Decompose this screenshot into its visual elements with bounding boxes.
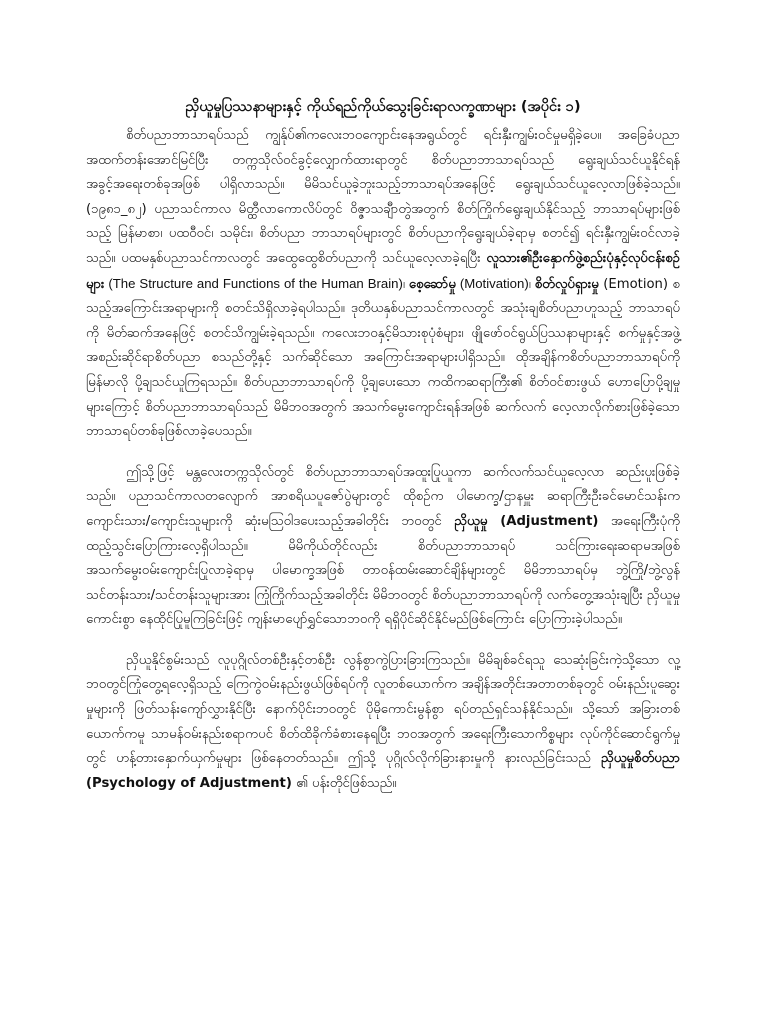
paragraph-1-bold-term-motivation: စေ့ဆော်မှု bbox=[408, 276, 456, 292]
paragraph-1-text-4: (Emotion) စသည့်အကြောင်းအရာများကို စတင်သိရှိလာခဲ့ရပါသည်။ ဒုတိယနှစ်ပညာသင်ကာလတွင် အသုံးချစိတ်ပညာဟူသည့် ဘာသာရပ်ကို မိတ်ဆက်အနေဖြင့် စတင်သိကျွမ်းခဲ့ရသည်။ ကလေးဘဝနှင့်မိသားစုပုံစံများ၊ ဖျိုဖော်ဝင်ရွယ်ပြဿနာများနှင့် စက်မှုနှင့်အဖွဲ့အစည်းဆိုင်ရာစိတ်ပညာ စသည်တို့နှင့် သက်ဆိုင်သော အကြောင်းအရာများပါရှိသည်။ ထိုအချိန်ကစိတ်ပညာဘာသာရပ်ကို မြန်မာလို ပို့ချသင်ယူကြရသည်။ စိတ်ပညာဘာသာရပ်ကို ပို့ချပေးသော ကထိကဆရာကြီး၏ စိတ်ဝင်စားဖွယ် ဟောပြောပို့ချမှုများကြောင့် စိတ်ပညာဘာသာရပ်သည် မိမိဘဝအတွက် အသက်မွေးကျောင်းရန်အဖြစ် ဆက်လက် လေ့လာလိုက်စားဖြစ်ခဲ့သော ဘာသာရပ်တစ်ခုဖြစ်လာခဲ့ပေသည်။ bbox=[86, 276, 680, 440]
paragraph-3-bold-term-psychology-of-adjustment: ညှိယူမှုစိတ်ပညာ (Psychology of Adjustment) bbox=[86, 751, 680, 791]
paragraph-2-bold-term-adjustment: ညှိယူမှု (Adjustment) bbox=[454, 513, 599, 529]
paragraph-2-text-1: ဤသို့ဖြင့် မန္တလေးတက္ကသိုလ်တွင် စိတ်ပညာဘာသာရပ်အထူးပြုယူကာ ဆက်လက်သင်ယူလေ့လာ ဆည်းပူးဖြစ်ခဲ့သည်။ ပညာသင်ကာလတလျောက် အာစရိယပူဇော်ပွဲများတွင် ထိုစဉ်က ပါမောက္ခ/ဌာနမှူး ဆရာကြီးဦးခင်မောင်သန်းက ကျောင်းသား/ကျောင်းသူများကို ဆုံးမဩဝါဒပေးသည့်အခါတိုင်း ဘဝတွင် bbox=[86, 464, 680, 529]
paragraph-3-text-1: ညှိယူနိုင်စွမ်းသည် လူပုဂ္ဂိုလ်တစ်ဦးနှင့်တစ်ဦး လွန်စွာကွဲပြားခြားကြသည်။ မိမိချစ်ခင်ရသူ သေဆုံးခြင်းကဲ့သို့သော လူ့ဘဝတွင်ကြုံတွေ့ရလေ့ရှိသည့် ကြေကွဲဝမ်းနည်းဖွယ်ဖြစ်ရပ်ကို လူတစ်ယောက်က အချိန်အတိုင်းအတာတစ်ခုတွင် ဝမ်းနည်းပူဆွေးမှုများကို ဖြတ်သန်းကျော်လွှားနိုင်ပြီး နောက်ပိုင်းဘဝတွင် ပိုမိုကောင်းမွန်စွာ ရပ်တည်ရှင်သန်နိုင်သည်။ သို့သော် အခြားတစ်ယောက်ကမူ သာမန်ဝမ်းနည်းစရာကပင် စိတ်ထိခိုက်ခံစားနေရပြီး ဘဝအတွက် အရေးကြီးသောကိစ္စများ လုပ်ကိုင်ဆောင်ရွက်မှုတွင် ဟန့်တားနှောက်ယှက်မှုများ ဖြစ်နေတတ်သည်။ ဤသို့ ပုဂ္ဂိုလ်လိုက်ခြားနားမှုကို နားလည်ခြင်းသည် bbox=[86, 652, 680, 767]
paragraph-3 bbox=[86, 649, 680, 797]
paragraph-2-text-2: အရေးကြီးပုံကို ထည့်သွင်းပြောကြားလေ့ရှိပါသည်။ မိမိကိုယ်တိုင်လည်း စိတ်ပညာဘာသာရပ် သင်ကြားရေးဆရာမအဖြစ် အသက်မွေးဝမ်းကျောင်းပြုလာခဲ့ရာမှ ပါမောက္ခအဖြစ် တာဝန်ထမ်းဆောင်ချိန်များတွင် မိမိဘာသာရပ်မှ ဘွဲ့ကြို/ဘွဲ့လွန် သင်တန်းသား/သင်တန်းသူများအား ကြုံကြိုက်သည့်အခါတိုင်း မိမိဘဝတွင် စိတ်ပညာဘာသာရပ်ကို လက်တွေ့အသုံးချပြီး ညှိယူမှုကောင်းစွာ နေထိုင်ပြုမူကြခြင်းဖြင့် ကျန်းမာပျော်ရွှင်သောဘဝကို ရရှိပိုင်ဆိုင်နိုင်မည်ဖြစ်ကြောင်း ပြောကြားခဲ့ပါသည်။ bbox=[86, 513, 680, 628]
paragraph-3-text-2: ၏ ပန်းတိုင်ဖြစ်သည်။ bbox=[291, 775, 397, 791]
paragraph-1-bold-term-emotion: စိတ်လှုပ်ရှားမှု bbox=[534, 276, 599, 292]
document-title: ညှိယူမှုပြဿနာများနှင့် ကိုယ်ရည်ကိုယ်သွေးခြင်းရာလက္ခဏာများ (အပိုင်း ၁) bbox=[185, 99, 581, 115]
paragraph-1-text-3: (Motivation)၊ bbox=[455, 275, 535, 291]
paragraph-1-bold-term-brain: လူသား၏ဦးနှောက်ဖွဲ့စည်းပုံနှင့်လုပ်ငန်းစဉ်များ bbox=[86, 250, 680, 292]
paragraph-2 bbox=[86, 461, 680, 633]
paragraph-1-text-1: စိတ်ပညာဘာသာရပ်သည် ကျွန်ုပ်၏ကလေးဘဝကျောင်းနေအရွယ်တွင် ရင်းနှီးကျွမ်းဝင်မှုမရှိခဲ့ပေ။ အခြေခံပညာအထက်တန်းအောင်မြင်ပြီး တက္ကသိုလ်ဝင်ခွင့်လျှောက်ထားရာတွင် စိတ်ပညာဘာသာရပ်သည် ရွေးချယ်သင်ယူနိုင်ရန် အခွင့်အရေးတစ်ခုအဖြစ် ပါရှိလာသည်။ မိမိသင်ယူခဲ့ဘူးသည့်ဘာသာရပ်အနေဖြင့် ရွေးချယ်သင်ယူလေ့လာဖြစ်ခဲ့သည်။ (၁၉၈၁_၈၂) ပညာသင်ကာလ မိတ္ထီလာကောလိပ်တွင် ဝိဇ္ဇာသချီာတွဲအတွက် စိတ်ကြိုက်ရွေးချယ်နိုင်သည့် ဘာသာရပ်များဖြစ်သည့် မြန်မာစာ၊ ပထဝီဝင်၊ သမိုင်း၊ စိတ်ပညာ ဘာသာရပ်များတွင် စိတ်ပညာကိုရွေးချယ်ခဲ့ရာမှ စတင်၍ ရင်းနှီးကျွမ်းဝင်လာခဲ့သည်။ ပထမနှစ်ပညာသင်ကာလတွင် အထွေထွေစိတ်ပညာကို သင်ယူလေ့လာခဲ့ရပြီး bbox=[86, 128, 680, 266]
paragraph-1 bbox=[86, 124, 680, 445]
paragraph-1-text-2: (The Structure and Functions of the Human Brain)၊ bbox=[104, 275, 409, 291]
